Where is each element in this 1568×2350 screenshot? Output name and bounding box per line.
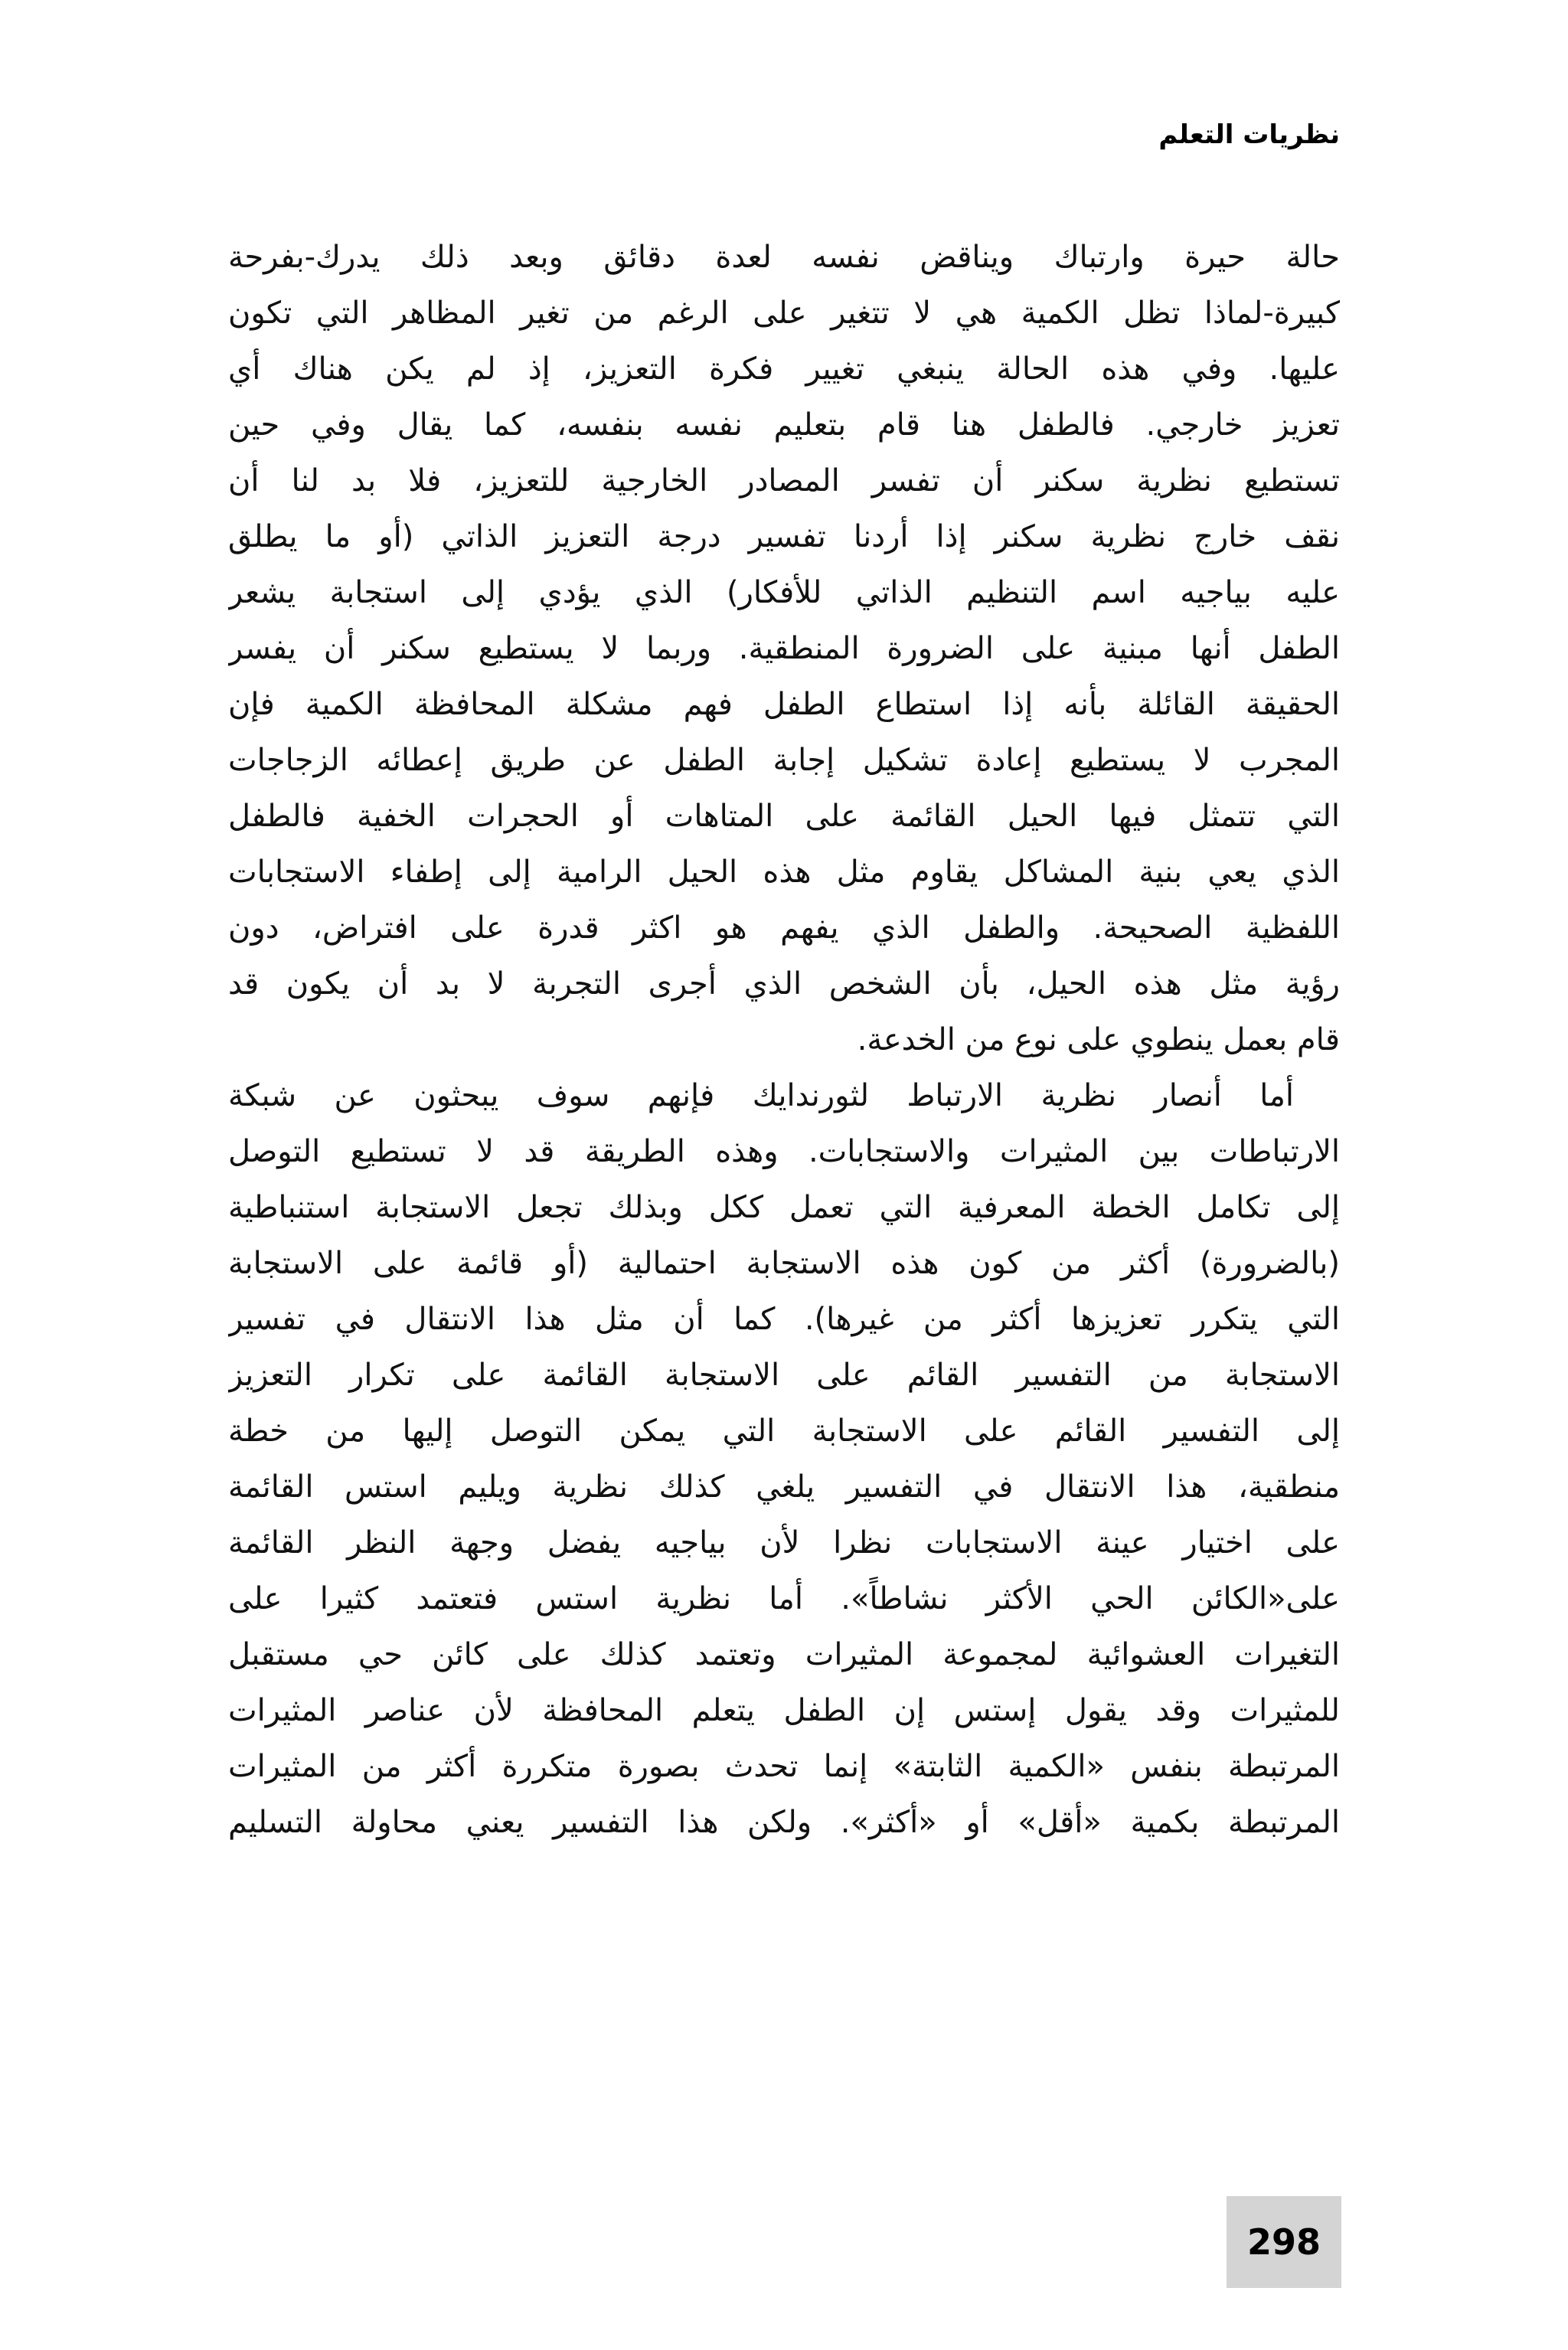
text-line: التي يتكرر تعزيزها أكثر من غيرها). كما أن مثل هذا الانتقال في تفسير xyxy=(228,1302,1340,1337)
text-line: المرتبطة بكمية «أقل» أو «أكثر». ولكن هذا التفسير يعني محاولة التسليم xyxy=(228,1805,1340,1840)
text-line: إلى تكامل الخطة المعرفية التي تعمل ككل وبذلك تجعل الاستجابة استنباطية xyxy=(228,1190,1340,1225)
text-line: اللفظية الصحيحة. والطفل الذي يفهم هو اكثر قدرة على افتراض، دون xyxy=(228,910,1340,946)
text-line: الطفل أنها مبنية على الضرورة المنطقية. وربما لا يستطيع سكنر أن يفسر xyxy=(228,631,1340,666)
text-line: أما أنصار نظرية الارتباط لثورندايك فإنهم سوف يبحثون عن شبكة xyxy=(228,1078,1294,1113)
text-line: تستطيع نظرية سكنر أن تفسر المصادر الخارجية للتعزيز، فلا بد لنا أن xyxy=(228,463,1340,498)
text-line: (بالضرورة) أكثر من كون هذه الاستجابة احتمالية (أو قائمة على الاستجابة xyxy=(228,1246,1340,1281)
text-line: عليه بياجيه اسم التنظيم الذاتي للأفكار) الذي يؤدي إلى استجابة يشعر xyxy=(228,575,1340,610)
running-header-title: نظريات التعلم xyxy=(1158,119,1340,150)
text-line: على اختيار عينة الاستجابات نظرا لأن بياجيه يفضل وجهة النظر القائمة xyxy=(228,1525,1340,1561)
text-line: الارتباطات بين المثيرات والاستجابات. وهذه الطريقة قد لا تستطيع التوصل xyxy=(228,1134,1340,1169)
text-line: الحقيقة القائلة بأنه إذا استطاع الطفل فهم مشكلة المحافظة الكمية فإن xyxy=(228,687,1340,722)
text-line: رؤية مثل هذه الحيل، بأن الشخص الذي أجرى التجربة لا بد أن يكون قد xyxy=(228,966,1340,1002)
text-line: المجرب لا يستطيع إعادة تشكيل إجابة الطفل عن طريق إعطائه الزجاجات xyxy=(228,743,1340,778)
text-line: قام بعمل ينطوي على نوع من الخدعة. xyxy=(857,1022,1340,1057)
text-line: عليها. وفي هذه الحالة ينبغي تغيير فكرة التعزيز، إذ لم يكن هناك أي xyxy=(228,351,1340,387)
text-line: كبيرة-لماذا تظل الكمية هي لا تتغير على الرغم من تغير المظاهر التي تكون xyxy=(228,296,1340,331)
text-line: التي تتمثل فيها الحيل القائمة على المتاهات أو الحجرات الخفية فالطفل xyxy=(228,799,1340,834)
text-line: على«الكائن الحي الأكثر نشاطاً». أما نظرية استس فتعتمد كثيرا على xyxy=(228,1581,1340,1616)
text-line: إلى التفسير القائم على الاستجابة التي يمكن التوصل إليها من خطة xyxy=(228,1414,1340,1449)
text-line: المرتبطة بنفس «الكمية الثابتة» إنما تحدث بصورة متكررة أكثر من المثيرات xyxy=(228,1749,1340,1784)
text-line: حالة حيرة وارتباك ويناقض نفسه لعدة دقائق وبعد ذلك يدرك-بفرحة xyxy=(228,240,1340,275)
page-number-box xyxy=(1227,2196,1341,2288)
text-line: للمثيرات وقد يقول إستس إن الطفل يتعلم المحافظة لأن عناصر المثيرات xyxy=(228,1693,1340,1728)
text-line: التغيرات العشوائية لمجموعة المثيرات وتعتمد كذلك على كائن حي مستقبل xyxy=(228,1637,1340,1672)
text-line: تعزيز خارجي. فالطفل هنا قام بتعليم نفسه بنفسه، كما يقال وفي حين xyxy=(228,407,1340,443)
text-line: منطقية، هذا الانتقال في التفسير يلغي كذلك نظرية ويليم استس القائمة xyxy=(228,1469,1340,1505)
text-line: الذي يعي بنية المشاكل يقاوم مثل هذه الحيل الرامية إلى إطفاء الاستجابات xyxy=(228,855,1340,890)
text-line: الاستجابة من التفسير القائم على الاستجابة القائمة على تكرار التعزيز xyxy=(228,1358,1340,1393)
text-line: نقف خارج نظرية سكنر إذا أردنا تفسير درجة التعزيز الذاتي (أو ما يطلق xyxy=(228,519,1340,554)
page-number: 298 xyxy=(1246,2221,1321,2263)
body-text xyxy=(228,230,1340,1851)
